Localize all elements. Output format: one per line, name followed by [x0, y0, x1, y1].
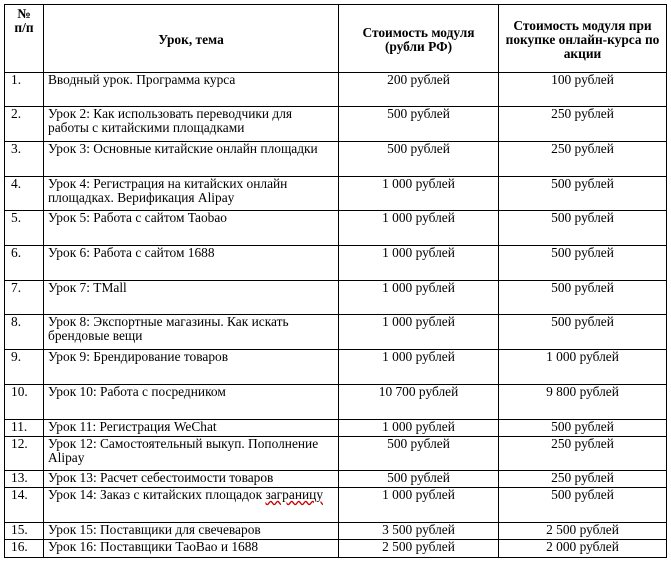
row-module-price [339, 350, 499, 385]
row-promo-price-text: 500 рублей [551, 280, 614, 295]
row-topic [44, 471, 339, 488]
header-module-price: Стоимость модуля (рубли РФ) [339, 5, 499, 73]
row-promo-price [499, 523, 667, 540]
row-number [5, 488, 44, 523]
row-topic [44, 177, 339, 211]
row-number [5, 385, 44, 420]
table-row [5, 350, 667, 385]
row-promo-price [499, 420, 667, 437]
row-topic-text: Урок 8: Экспортные магазины. Как искать брендовые вещи [48, 314, 289, 343]
row-topic [44, 437, 339, 471]
row-promo-price-text: 9 800 рублей [546, 384, 619, 399]
row-module-price-text: 1 000 рублей [382, 349, 455, 364]
row-number [5, 281, 44, 315]
row-number [5, 523, 44, 540]
row-promo-price [499, 246, 667, 281]
row-promo-price [499, 488, 667, 523]
table-row [5, 281, 667, 315]
row-promo-price-text: 500 рублей [551, 210, 614, 225]
row-promo-price [499, 315, 667, 350]
row-module-price [339, 281, 499, 315]
row-topic-text: Урок 12: Самостоятельный выкуп. Пополнение Alipay [48, 436, 319, 465]
row-number [5, 211, 44, 246]
table-row [5, 420, 667, 437]
row-module-price [339, 523, 499, 540]
row-module-price-text: 500 рублей [387, 106, 450, 121]
row-number-text: 6. [11, 245, 22, 260]
row-topic-text: Урок 14: Заказ с китайских площадок заграницу [48, 487, 324, 502]
header-promo-price: Стоимость модуля при покупке онлайн-курса по акции [499, 5, 667, 73]
row-number-text: 11. [11, 419, 28, 434]
row-promo-price [499, 107, 667, 142]
header-row [5, 5, 667, 73]
row-module-price-text: 500 рублей [387, 141, 450, 156]
row-module-price [339, 211, 499, 246]
row-number-text: 13. [11, 470, 28, 485]
row-topic [44, 385, 339, 420]
table-row [5, 488, 667, 523]
row-topic [44, 540, 339, 558]
row-module-price [339, 488, 499, 523]
row-module-price-text: 10 700 рублей [378, 384, 459, 399]
row-topic [44, 488, 339, 523]
row-module-price [339, 177, 499, 211]
row-topic-text: Урок 2: Как использовать переводчики для работы с китайскими площадками [48, 106, 293, 135]
row-module-price-text: 1 000 рублей [382, 245, 455, 260]
row-topic [44, 523, 339, 540]
row-number [5, 350, 44, 385]
row-topic-text: Урок 5: Работа с сайтом Taobao [48, 210, 227, 225]
row-number-text: 9. [11, 349, 22, 364]
row-module-price-text: 1 000 рублей [382, 487, 455, 502]
table-row [5, 177, 667, 211]
row-number [5, 177, 44, 211]
row-topic [44, 350, 339, 385]
row-promo-price [499, 471, 667, 488]
row-topic [44, 73, 339, 107]
table-row [5, 437, 667, 471]
row-module-price-text: 500 рублей [387, 470, 450, 485]
row-topic [44, 107, 339, 142]
row-module-price-text: 1 000 рублей [382, 176, 455, 191]
row-module-price-text: 1 000 рублей [382, 419, 455, 434]
row-promo-price-text: 500 рублей [551, 314, 614, 329]
row-number-text: 16. [11, 539, 28, 554]
course-price-table [4, 4, 667, 558]
row-topic-text: Урок 7: TMall [48, 280, 127, 295]
row-module-price [339, 385, 499, 420]
row-number-text: 1. [11, 72, 22, 87]
row-promo-price [499, 540, 667, 558]
row-promo-price-text: 500 рублей [551, 419, 614, 434]
row-number-text: 4. [11, 176, 22, 191]
row-topic-text: Урок 3: Основные китайские онлайн площадки [48, 141, 318, 156]
row-promo-price [499, 73, 667, 107]
row-number [5, 540, 44, 558]
row-promo-price [499, 437, 667, 471]
row-number [5, 142, 44, 177]
row-topic [44, 142, 339, 177]
row-number [5, 73, 44, 107]
row-module-price-text: 3 500 рублей [382, 522, 455, 537]
header-number: № п/п [5, 5, 44, 73]
row-promo-price-text: 1 000 рублей [546, 349, 619, 364]
table-row [5, 471, 667, 488]
row-module-price [339, 437, 499, 471]
row-number [5, 437, 44, 471]
table-row [5, 211, 667, 246]
row-topic [44, 211, 339, 246]
row-promo-price [499, 142, 667, 177]
row-promo-price-text: 250 рублей [551, 470, 614, 485]
row-module-price [339, 540, 499, 558]
row-module-price-text: 1 000 рублей [382, 314, 455, 329]
row-promo-price [499, 281, 667, 315]
row-module-price-text: 1 000 рублей [382, 280, 455, 295]
row-module-price [339, 246, 499, 281]
table-row [5, 385, 667, 420]
row-promo-price-text: 250 рублей [551, 106, 614, 121]
row-promo-price-text: 500 рублей [551, 487, 614, 502]
row-module-price [339, 471, 499, 488]
table-row [5, 540, 667, 558]
row-promo-price [499, 177, 667, 211]
row-number [5, 107, 44, 142]
table-row [5, 142, 667, 177]
row-promo-price-text: 500 рублей [551, 176, 614, 191]
row-number-text: 8. [11, 314, 22, 329]
row-topic-text: Вводный урок. Программа курса [48, 72, 236, 87]
row-number-text: 2. [11, 106, 22, 121]
row-number-text: 10. [11, 384, 28, 399]
row-number-text: 5. [11, 210, 22, 225]
row-topic-text: Урок 16: Поставщики ТаоВао и 1688 [48, 539, 259, 554]
row-number [5, 471, 44, 488]
table-row [5, 73, 667, 107]
row-topic [44, 315, 339, 350]
row-promo-price-text: 2 500 рублей [546, 522, 619, 537]
row-topic-text: Урок 11: Регистрация WeChat [48, 419, 217, 434]
row-number-text: 15. [11, 522, 28, 537]
row-promo-price-text: 250 рублей [551, 141, 614, 156]
row-topic-text: Урок 10: Работа с посредником [48, 384, 226, 399]
row-topic [44, 246, 339, 281]
row-module-price [339, 315, 499, 350]
row-topic-text: Урок 9: Брендирование товаров [48, 349, 229, 364]
row-promo-price [499, 385, 667, 420]
row-promo-price [499, 350, 667, 385]
row-module-price-text: 200 рублей [387, 72, 450, 87]
row-topic-text: Урок 13: Расчет себестоимости товаров [48, 470, 274, 485]
row-number-text: 3. [11, 141, 22, 156]
row-promo-price-text: 100 рублей [551, 72, 614, 87]
row-topic-text: Урок 6: Работа с сайтом 1688 [48, 245, 215, 260]
spellcheck-mark: заграницу [265, 487, 324, 502]
row-module-price [339, 107, 499, 142]
row-topic [44, 420, 339, 437]
row-module-price [339, 142, 499, 177]
row-topic [44, 281, 339, 315]
header-topic: Урок, тема [44, 5, 339, 73]
table-row [5, 107, 667, 142]
row-module-price [339, 420, 499, 437]
row-number [5, 246, 44, 281]
row-number [5, 315, 44, 350]
row-module-price-text: 500 рублей [387, 436, 450, 451]
table-row [5, 523, 667, 540]
row-promo-price-text: 2 000 рублей [546, 539, 619, 554]
row-topic-text: Урок 15: Поставщики для свечеваров [48, 522, 261, 537]
row-number-text: 7. [11, 280, 22, 295]
row-number [5, 420, 44, 437]
table-row [5, 315, 667, 350]
table-row [5, 246, 667, 281]
row-promo-price-text: 250 рублей [551, 436, 614, 451]
row-number-text: 14. [11, 487, 28, 502]
row-module-price-text: 2 500 рублей [382, 539, 455, 554]
row-promo-price-text: 500 рублей [551, 245, 614, 260]
row-promo-price [499, 211, 667, 246]
row-number-text: 12. [11, 436, 28, 451]
row-topic-text: Урок 4: Регистрация на китайских онлайн площадках. Верификация Alipay [48, 176, 288, 205]
row-module-price-text: 1 000 рублей [382, 210, 455, 225]
row-module-price [339, 73, 499, 107]
